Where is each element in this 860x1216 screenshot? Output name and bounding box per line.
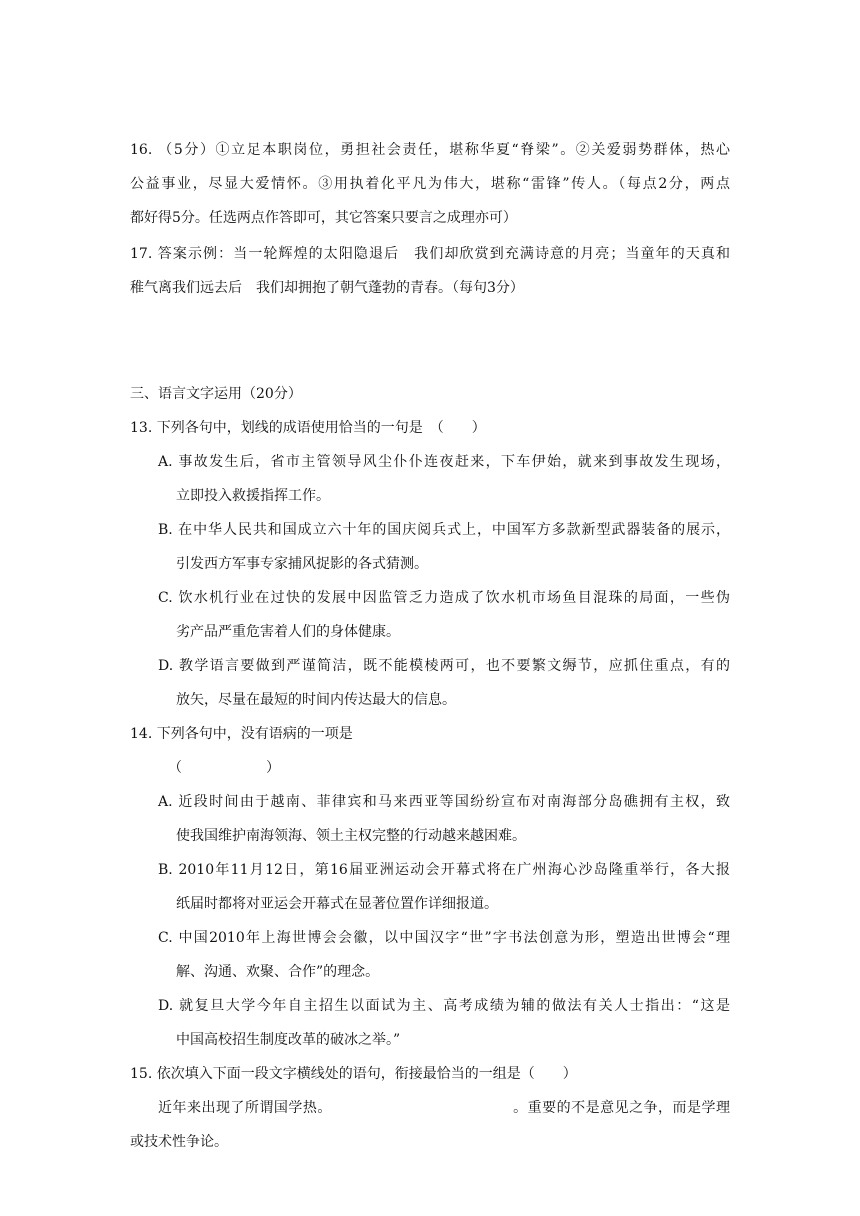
question-13-option-d: D. 教学语言要做到严谨简洁，既不能模棱两可，也不要繁文缛节，应抓住重点，有的 [158, 658, 730, 674]
question-13-option-c: C. 饮水机行业在过快的发展中因监管乏力造成了饮水机市场鱼目混珠的局面，一些伪 [158, 590, 730, 606]
answer-16-line-3: 都好得5分。任选两点作答即可，其它答案只要言之成理亦可） [130, 210, 517, 226]
answer-16-line-2: 公益事业，尽显大爱情怀。③用执着化平凡为伟大，堪称“雷锋”传人。（每点2分，两点 [130, 176, 730, 192]
question-14-option-d-cont: 中国高校招生制度改革的破冰之举。” [176, 1032, 401, 1048]
question-13-option-d-cont: 放矢，尽量在最短的时间内传达最大的信息。 [176, 692, 456, 708]
question-15-stem: 15. 依次填入下面一段文字横线处的语句，衔接最恰当的一组是（ ） [130, 1066, 577, 1082]
question-14-option-a: A. 近段时间由于越南、菲律宾和马来西亚等国纷纷宣布对南海部分岛礁拥有主权，致 [158, 794, 730, 810]
section-heading: 三、语言文字运用（20分） [130, 386, 302, 402]
question-15-passage-line-1: 近年来出现了所谓国学热。 。重要的不是意见之争，而是学理 [158, 1100, 730, 1116]
answer-16-line-1: 16. （5分）①立足本职岗位，勇担社会责任，堪称华夏“脊梁”。②关爱弱势群体，热心 [130, 142, 730, 158]
question-14-answer-paren: （ ） [168, 760, 280, 776]
question-14-option-c: C. 中国2010年上海世博会会徽，以中国汉字“世”字书法创意为形，塑造出世博会“理 [158, 930, 730, 946]
question-15-passage-line-2: 或技术性争论。 [130, 1134, 228, 1150]
question-13-option-b: B. 在中华人民共和国成立六十年的国庆阅兵式上，中国军方多款新型武器装备的展示， [158, 522, 730, 538]
question-13-option-a-cont: 立即投入救援指挥工作。 [176, 488, 330, 504]
question-14-option-d: D. 就复旦大学今年自主招生以面试为主、高考成绩为辅的做法有关人士指出：“这是 [158, 998, 730, 1014]
question-14-option-b-cont: 纸届时都将对亚运会开幕式在显著位置作详细报道。 [176, 896, 498, 912]
answer-17-line-2: 稚气离我们远去后 我们却拥抱了朝气蓬勃的青春。（每句3分） [130, 280, 524, 296]
question-13-option-b-cont: 引发西方军事专家捕风捉影的各式猜测。 [176, 556, 428, 572]
question-14-option-c-cont: 解、沟通、欢聚、合作”的理念。 [176, 964, 380, 980]
question-13-option-c-cont: 劣产品严重危害着人们的身体健康。 [176, 624, 400, 640]
question-13-stem: 13. 下列各句中，划线的成语使用恰当的一句是 （ ） [130, 420, 486, 436]
question-14-stem: 14. 下列各句中，没有语病的一项是 [130, 726, 353, 742]
answer-17-line-1: 17. 答案示例：当一轮辉煌的太阳隐退后 我们却欣赏到充满诗意的月亮；当童年的天真和 [130, 246, 730, 262]
question-14-option-a-cont: 使我国维护南海领海、领土主权完整的行动越来越困难。 [176, 828, 526, 844]
question-14-option-b: B. 2010年11月12日，第16届亚洲运动会开幕式将在广州海心沙岛隆重举行，各大报 [158, 862, 730, 878]
question-13-option-a: A. 事故发生后，省市主管领导风尘仆仆连夜赶来，下车伊始，就来到事故发生现场， [158, 454, 730, 470]
